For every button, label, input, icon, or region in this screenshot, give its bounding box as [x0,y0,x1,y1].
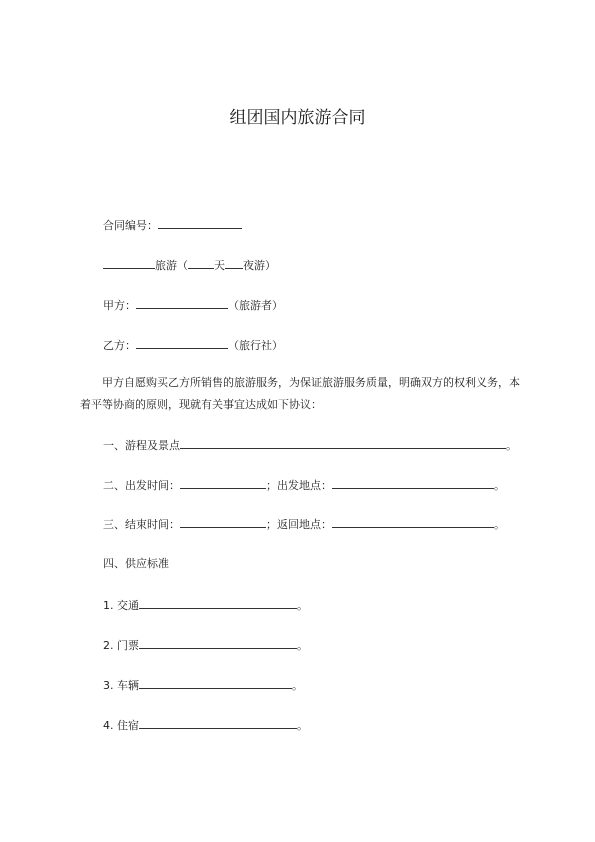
tickets-blank[interactable] [139,637,297,649]
end-time-blank[interactable] [180,516,266,528]
accommodation-blank[interactable] [139,717,297,729]
period: 。 [494,518,505,531]
tour-duration-line [103,257,276,273]
vehicle-blank[interactable] [139,677,292,689]
departure-place-label: ；出发地点： [266,479,332,492]
intro-paragraph: 甲方自愿购买乙方所销售的旅游服务，为保证旅游服务质量，明确双方的权利义务，本着平等协商的原则，现就有关事宜达成如下协议： [80,376,520,411]
period: 。 [292,679,303,692]
item-tickets [103,637,308,653]
days-label: 天 [214,259,225,272]
section-itinerary-label: 一、游程及景点 [103,439,180,452]
party-b-label: 乙方： [103,339,136,352]
itinerary-blank[interactable] [180,437,506,449]
party-a-note: （旅游者） [228,299,283,312]
tour-label: 旅游（ [155,259,188,272]
item-label: 1. 交通 [103,599,139,612]
section-supply-standard: 四、供应标准 [103,557,169,570]
departure-place-blank[interactable] [332,477,494,489]
item-label: 3. 车辆 [103,679,139,692]
end-time-label: 三、结束时间： [103,518,180,531]
period: 。 [506,439,517,452]
section-itinerary [103,437,517,453]
days-blank[interactable] [188,257,214,269]
nights-label: 夜游） [243,259,276,272]
party-b-note: （旅行社） [228,339,283,352]
tour-name-blank[interactable] [103,257,155,269]
period: 。 [297,639,308,652]
return-place-label: ；返回地点： [266,518,332,531]
period: 。 [494,479,505,492]
item-transport [103,597,308,613]
departure-time-blank[interactable] [180,477,266,489]
party-a-label: 甲方： [103,299,136,312]
contract-number-label: 合同编号： [103,219,158,232]
section-return [103,516,505,532]
party-a-blank[interactable] [136,297,228,309]
nights-blank[interactable] [225,257,243,269]
return-place-blank[interactable] [332,516,494,528]
contract-number-blank[interactable] [158,217,242,229]
section-departure [103,477,505,493]
party-b-line [103,337,283,353]
period: 。 [297,599,308,612]
transport-blank[interactable] [139,597,297,609]
item-label: 2. 门票 [103,639,139,652]
departure-time-label: 二、出发时间： [103,479,180,492]
contract-number-line [103,217,242,233]
party-a-line [103,297,283,313]
party-b-blank[interactable] [136,337,228,349]
page-title: 组团国内旅游合同 [229,108,366,128]
period: 。 [297,719,308,732]
item-vehicle [103,677,303,693]
item-accommodation [103,717,308,733]
item-label: 4. 住宿 [103,719,139,732]
